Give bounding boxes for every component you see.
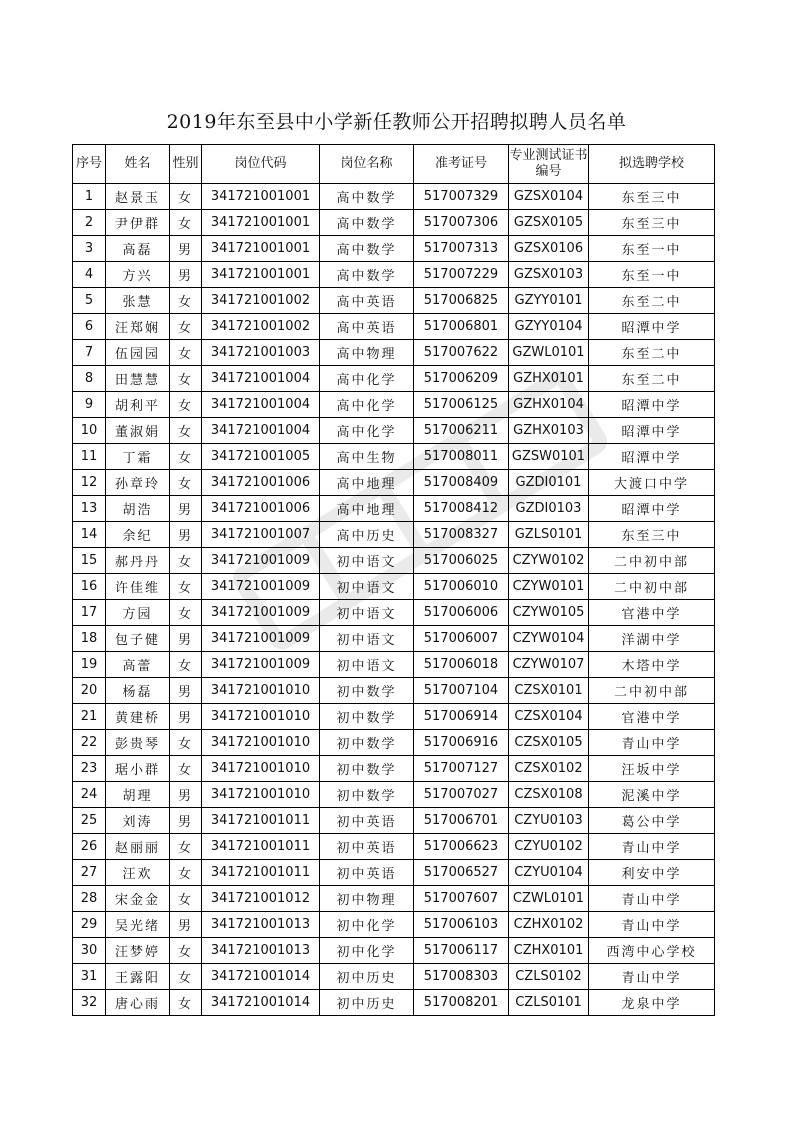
cell-gender: 男	[170, 704, 202, 730]
cell-exam-number: 517007306	[414, 210, 509, 236]
table-row	[73, 626, 715, 652]
cell-exam-number: 517008201	[414, 990, 509, 1016]
cell-exam-number: 517007313	[414, 236, 509, 262]
header-post-code: 岗位代码	[202, 145, 320, 184]
cell-post-name: 初中语文	[320, 548, 414, 574]
cell-name: 尹伊群	[106, 210, 170, 236]
cell-index: 28	[73, 886, 106, 912]
cell-gender: 女	[170, 834, 202, 860]
cell-school: 昭潭中学	[589, 418, 715, 444]
cell-post-name: 初中语文	[320, 626, 414, 652]
cell-post-name: 初中数学	[320, 704, 414, 730]
cell-index: 23	[73, 756, 106, 782]
cell-school: 青山中学	[589, 886, 715, 912]
cell-index: 6	[73, 314, 106, 340]
cell-cert-number: CZHX0101	[509, 938, 589, 964]
cell-name: 方兴	[106, 262, 170, 288]
table-row	[73, 392, 715, 418]
cell-gender: 男	[170, 522, 202, 548]
cell-school: 青山中学	[589, 730, 715, 756]
cell-name: 余纪	[106, 522, 170, 548]
table-row	[73, 886, 715, 912]
cell-gender: 女	[170, 418, 202, 444]
cell-school: 木塔中学	[589, 652, 715, 678]
cell-exam-number: 517006914	[414, 704, 509, 730]
cell-cert-number: CZYW0105	[509, 600, 589, 626]
cell-exam-number: 517006018	[414, 652, 509, 678]
cell-post-name: 高中英语	[320, 314, 414, 340]
cell-school: 汪坂中学	[589, 756, 715, 782]
cell-cert-number: CZYW0107	[509, 652, 589, 678]
cell-school: 葛公中学	[589, 808, 715, 834]
cell-cert-number: CZWL0101	[509, 886, 589, 912]
cell-post-code: 341721001001	[202, 262, 320, 288]
cell-school: 昭潭中学	[589, 314, 715, 340]
cell-post-code: 341721001003	[202, 340, 320, 366]
table-row	[73, 912, 715, 938]
cell-name: 许佳维	[106, 574, 170, 600]
cell-school: 青山中学	[589, 834, 715, 860]
cell-post-name: 初中物理	[320, 886, 414, 912]
cell-post-code: 341721001013	[202, 912, 320, 938]
cell-index: 24	[73, 782, 106, 808]
cell-post-name: 初中数学	[320, 678, 414, 704]
cell-cert-number: CZHX0102	[509, 912, 589, 938]
cell-index: 5	[73, 288, 106, 314]
cell-school: 昭潭中学	[589, 392, 715, 418]
cell-gender: 女	[170, 184, 202, 210]
cell-post-name: 高中数学	[320, 210, 414, 236]
cell-post-code: 341721001002	[202, 314, 320, 340]
cell-cert-number: CZYU0104	[509, 860, 589, 886]
cell-gender: 男	[170, 262, 202, 288]
cell-cert-number: GZHX0104	[509, 392, 589, 418]
cell-exam-number: 517006801	[414, 314, 509, 340]
cell-school: 二中初中部	[589, 574, 715, 600]
cell-exam-number: 517006025	[414, 548, 509, 574]
table-row	[73, 860, 715, 886]
cell-name: 吴光绪	[106, 912, 170, 938]
cell-cert-number: CZYU0103	[509, 808, 589, 834]
cell-post-code: 341721001006	[202, 496, 320, 522]
cell-post-code: 341721001014	[202, 964, 320, 990]
table-row	[73, 262, 715, 288]
cell-cert-number: GZSX0103	[509, 262, 589, 288]
cell-name: 高磊	[106, 236, 170, 262]
cell-exam-number: 517007622	[414, 340, 509, 366]
cell-gender: 女	[170, 288, 202, 314]
cell-post-name: 初中历史	[320, 990, 414, 1016]
cell-name: 宋金金	[106, 886, 170, 912]
cell-exam-number: 517007229	[414, 262, 509, 288]
cell-post-code: 341721001014	[202, 990, 320, 1016]
cell-school: 东至三中	[589, 522, 715, 548]
cell-school: 昭潭中学	[589, 496, 715, 522]
cell-name: 汪郑娴	[106, 314, 170, 340]
table-row	[73, 938, 715, 964]
table-row	[73, 314, 715, 340]
cell-exam-number: 517006211	[414, 418, 509, 444]
cell-exam-number: 517006006	[414, 600, 509, 626]
header-exam-number: 准考证号	[414, 145, 509, 184]
table-row	[73, 496, 715, 522]
cell-gender: 男	[170, 808, 202, 834]
cell-name: 杨磊	[106, 678, 170, 704]
cell-name: 张慧	[106, 288, 170, 314]
cell-school: 泥溪中学	[589, 782, 715, 808]
cell-name: 郝丹丹	[106, 548, 170, 574]
table-row	[73, 574, 715, 600]
cell-gender: 男	[170, 626, 202, 652]
cell-post-code: 341721001012	[202, 886, 320, 912]
cell-gender: 女	[170, 756, 202, 782]
cell-gender: 女	[170, 548, 202, 574]
cell-post-code: 341721001005	[202, 444, 320, 470]
cell-index: 9	[73, 392, 106, 418]
cell-gender: 男	[170, 678, 202, 704]
cell-post-code: 341721001001	[202, 184, 320, 210]
cell-school: 东至二中	[589, 288, 715, 314]
cell-cert-number: GZWL0101	[509, 340, 589, 366]
cell-name: 胡浩	[106, 496, 170, 522]
cell-gender: 女	[170, 860, 202, 886]
cell-gender: 男	[170, 782, 202, 808]
table-header-row	[73, 145, 715, 184]
cell-school: 青山中学	[589, 964, 715, 990]
table-row	[73, 964, 715, 990]
cell-post-name: 高中数学	[320, 236, 414, 262]
cell-school: 东至三中	[589, 184, 715, 210]
cell-index: 16	[73, 574, 106, 600]
cell-name: 丁霜	[106, 444, 170, 470]
cell-index: 22	[73, 730, 106, 756]
cell-cert-number: GZDI0103	[509, 496, 589, 522]
header-index: 序号	[73, 145, 106, 184]
header-school: 拟选聘学校	[589, 145, 715, 184]
cell-post-name: 高中地理	[320, 496, 414, 522]
cell-post-name: 初中语文	[320, 652, 414, 678]
table-row	[73, 808, 715, 834]
table-row	[73, 236, 715, 262]
cell-index: 30	[73, 938, 106, 964]
table-row	[73, 730, 715, 756]
table-row	[73, 522, 715, 548]
cell-school: 官港中学	[589, 704, 715, 730]
cell-post-code: 341721001007	[202, 522, 320, 548]
cell-exam-number: 517006103	[414, 912, 509, 938]
cell-cert-number: GZYY0104	[509, 314, 589, 340]
table-row	[73, 444, 715, 470]
table-row	[73, 704, 715, 730]
cell-name: 汪欢	[106, 860, 170, 886]
cell-post-name: 初中化学	[320, 912, 414, 938]
cell-school: 利安中学	[589, 860, 715, 886]
cell-name: 刘涛	[106, 808, 170, 834]
cell-index: 20	[73, 678, 106, 704]
cell-post-name: 初中历史	[320, 964, 414, 990]
cell-school: 龙泉中学	[589, 990, 715, 1016]
cell-name: 包子健	[106, 626, 170, 652]
cell-exam-number: 517008412	[414, 496, 509, 522]
cell-exam-number: 517008327	[414, 522, 509, 548]
cell-post-name: 初中语文	[320, 600, 414, 626]
cell-post-name: 初中英语	[320, 860, 414, 886]
page-title: 2019年东至县中小学新任教师公开招聘拟聘人员名单	[166, 111, 627, 133]
cell-index: 1	[73, 184, 106, 210]
cell-index: 15	[73, 548, 106, 574]
cell-post-code: 341721001010	[202, 704, 320, 730]
table-row	[73, 782, 715, 808]
cell-post-code: 341721001010	[202, 782, 320, 808]
cell-index: 11	[73, 444, 106, 470]
cell-exam-number: 517006916	[414, 730, 509, 756]
cell-index: 14	[73, 522, 106, 548]
cell-exam-number: 517006701	[414, 808, 509, 834]
cell-exam-number: 517006010	[414, 574, 509, 600]
cell-gender: 女	[170, 574, 202, 600]
cell-name: 王露阳	[106, 964, 170, 990]
cell-post-name: 初中数学	[320, 730, 414, 756]
cell-cert-number: CZLS0101	[509, 990, 589, 1016]
cell-cert-number: GZLS0101	[509, 522, 589, 548]
cell-gender: 女	[170, 366, 202, 392]
cell-post-name: 初中英语	[320, 808, 414, 834]
hiring-table	[72, 144, 715, 1016]
cell-index: 2	[73, 210, 106, 236]
cell-gender: 女	[170, 990, 202, 1016]
cell-post-code: 341721001009	[202, 626, 320, 652]
cell-post-code: 341721001002	[202, 288, 320, 314]
cell-name: 高蕾	[106, 652, 170, 678]
table-row	[73, 990, 715, 1016]
cell-cert-number: GZDI0101	[509, 470, 589, 496]
cell-exam-number: 517007027	[414, 782, 509, 808]
cell-cert-number: CZYU0102	[509, 834, 589, 860]
cell-gender: 女	[170, 392, 202, 418]
cell-name: 彭贵琴	[106, 730, 170, 756]
table-row	[73, 184, 715, 210]
cell-index: 10	[73, 418, 106, 444]
cell-name: 琚小群	[106, 756, 170, 782]
cell-name: 董淑娟	[106, 418, 170, 444]
cell-post-code: 341721001009	[202, 652, 320, 678]
table-row	[73, 210, 715, 236]
cell-school: 二中初中部	[589, 678, 715, 704]
cell-exam-number: 517006623	[414, 834, 509, 860]
cell-name: 唐心雨	[106, 990, 170, 1016]
cell-school: 东至二中	[589, 340, 715, 366]
cell-cert-number: CZSX0102	[509, 756, 589, 782]
cell-post-code: 341721001006	[202, 470, 320, 496]
cell-post-name: 高中数学	[320, 184, 414, 210]
cell-exam-number: 517008409	[414, 470, 509, 496]
cell-exam-number: 517006117	[414, 938, 509, 964]
cell-gender: 女	[170, 964, 202, 990]
cell-post-code: 341721001009	[202, 574, 320, 600]
cell-index: 4	[73, 262, 106, 288]
cell-gender: 女	[170, 938, 202, 964]
cell-exam-number: 517006209	[414, 366, 509, 392]
cell-name: 黄建桥	[106, 704, 170, 730]
cell-post-name: 高中历史	[320, 522, 414, 548]
cell-school: 西湾中心学校	[589, 938, 715, 964]
cell-gender: 女	[170, 340, 202, 366]
cell-index: 13	[73, 496, 106, 522]
cell-index: 8	[73, 366, 106, 392]
cell-name: 赵丽丽	[106, 834, 170, 860]
cell-index: 18	[73, 626, 106, 652]
cell-index: 21	[73, 704, 106, 730]
table-row	[73, 470, 715, 496]
cell-cert-number: GZSX0106	[509, 236, 589, 262]
cell-cert-number: CZSX0105	[509, 730, 589, 756]
cell-school: 青山中学	[589, 912, 715, 938]
table-row	[73, 548, 715, 574]
header-name: 姓名	[106, 145, 170, 184]
cell-gender: 女	[170, 444, 202, 470]
cell-index: 17	[73, 600, 106, 626]
table-row	[73, 340, 715, 366]
cell-index: 19	[73, 652, 106, 678]
cell-index: 31	[73, 964, 106, 990]
cell-cert-number: CZSX0101	[509, 678, 589, 704]
cell-post-code: 341721001001	[202, 210, 320, 236]
cell-gender: 男	[170, 496, 202, 522]
cell-index: 27	[73, 860, 106, 886]
cell-post-name: 初中数学	[320, 756, 414, 782]
cell-index: 12	[73, 470, 106, 496]
table-row	[73, 600, 715, 626]
cell-school: 二中初中部	[589, 548, 715, 574]
cell-post-code: 341721001010	[202, 756, 320, 782]
cell-cert-number: CZSX0104	[509, 704, 589, 730]
cell-exam-number: 517008303	[414, 964, 509, 990]
header-gender: 性别	[170, 145, 202, 184]
cell-post-name: 初中英语	[320, 834, 414, 860]
cell-exam-number: 517006527	[414, 860, 509, 886]
cell-name: 汪梦婷	[106, 938, 170, 964]
cell-post-name: 高中地理	[320, 470, 414, 496]
table-row	[73, 678, 715, 704]
cell-post-code: 341721001009	[202, 600, 320, 626]
cell-gender: 女	[170, 210, 202, 236]
cell-exam-number: 517006825	[414, 288, 509, 314]
header-cert-number: 专业测试证书编号	[509, 145, 589, 184]
cell-cert-number: CZYW0104	[509, 626, 589, 652]
cell-post-name: 高中化学	[320, 418, 414, 444]
cell-index: 32	[73, 990, 106, 1016]
cell-gender: 女	[170, 314, 202, 340]
cell-post-code: 341721001001	[202, 236, 320, 262]
cell-post-code: 341721001010	[202, 678, 320, 704]
table-row	[73, 834, 715, 860]
cell-cert-number: CZLS0102	[509, 964, 589, 990]
cell-index: 29	[73, 912, 106, 938]
cell-cert-number: GZSW0101	[509, 444, 589, 470]
cell-post-code: 341721001010	[202, 730, 320, 756]
cell-exam-number: 517007127	[414, 756, 509, 782]
cell-exam-number: 517007329	[414, 184, 509, 210]
cell-post-code: 341721001004	[202, 418, 320, 444]
cell-school: 大渡口中学	[589, 470, 715, 496]
cell-cert-number: GZSX0104	[509, 184, 589, 210]
cell-cert-number: GZYY0101	[509, 288, 589, 314]
cell-name: 方园	[106, 600, 170, 626]
cell-cert-number: CZYW0102	[509, 548, 589, 574]
cell-post-name: 高中化学	[320, 392, 414, 418]
cell-name: 伍园园	[106, 340, 170, 366]
table-row	[73, 366, 715, 392]
cell-name: 孙章玲	[106, 470, 170, 496]
cell-cert-number: CZSX0108	[509, 782, 589, 808]
cell-gender: 男	[170, 236, 202, 262]
cell-gender: 女	[170, 600, 202, 626]
cell-post-name: 初中语文	[320, 574, 414, 600]
cell-cert-number: GZHX0101	[509, 366, 589, 392]
cell-post-name: 初中数学	[320, 782, 414, 808]
cell-cert-number: GZHX0103	[509, 418, 589, 444]
cell-school: 昭潭中学	[589, 444, 715, 470]
cell-exam-number: 517007607	[414, 886, 509, 912]
cell-post-name: 高中生物	[320, 444, 414, 470]
cell-school: 东至三中	[589, 210, 715, 236]
cell-name: 胡利平	[106, 392, 170, 418]
cell-post-name: 高中化学	[320, 366, 414, 392]
cell-post-code: 341721001009	[202, 548, 320, 574]
cell-school: 官港中学	[589, 600, 715, 626]
table-row	[73, 756, 715, 782]
cell-school: 东至一中	[589, 236, 715, 262]
cell-cert-number: CZYW0101	[509, 574, 589, 600]
table-row	[73, 288, 715, 314]
table-row	[73, 652, 715, 678]
cell-post-code: 341721001013	[202, 938, 320, 964]
cell-gender: 女	[170, 730, 202, 756]
cell-post-code: 341721001011	[202, 860, 320, 886]
cell-post-code: 341721001004	[202, 366, 320, 392]
cell-gender: 女	[170, 652, 202, 678]
cell-name: 田慧慧	[106, 366, 170, 392]
cell-post-code: 341721001004	[202, 392, 320, 418]
cell-post-name: 初中化学	[320, 938, 414, 964]
cell-school: 东至一中	[589, 262, 715, 288]
cell-post-code: 341721001011	[202, 808, 320, 834]
cell-name: 赵景玉	[106, 184, 170, 210]
cell-index: 7	[73, 340, 106, 366]
header-post-name: 岗位名称	[320, 145, 414, 184]
table-row	[73, 418, 715, 444]
cell-exam-number: 517008011	[414, 444, 509, 470]
cell-school: 东至二中	[589, 366, 715, 392]
cell-post-name: 高中物理	[320, 340, 414, 366]
cell-index: 3	[73, 236, 106, 262]
cell-post-name: 高中数学	[320, 262, 414, 288]
cell-index: 25	[73, 808, 106, 834]
cell-gender: 女	[170, 470, 202, 496]
cell-exam-number: 517007104	[414, 678, 509, 704]
cell-exam-number: 517006125	[414, 392, 509, 418]
cell-post-name: 高中英语	[320, 288, 414, 314]
cell-school: 洋湖中学	[589, 626, 715, 652]
cell-cert-number: GZSX0105	[509, 210, 589, 236]
cell-post-code: 341721001011	[202, 834, 320, 860]
cell-index: 26	[73, 834, 106, 860]
cell-gender: 男	[170, 912, 202, 938]
cell-exam-number: 517006007	[414, 626, 509, 652]
cell-name: 胡理	[106, 782, 170, 808]
cell-gender: 女	[170, 886, 202, 912]
